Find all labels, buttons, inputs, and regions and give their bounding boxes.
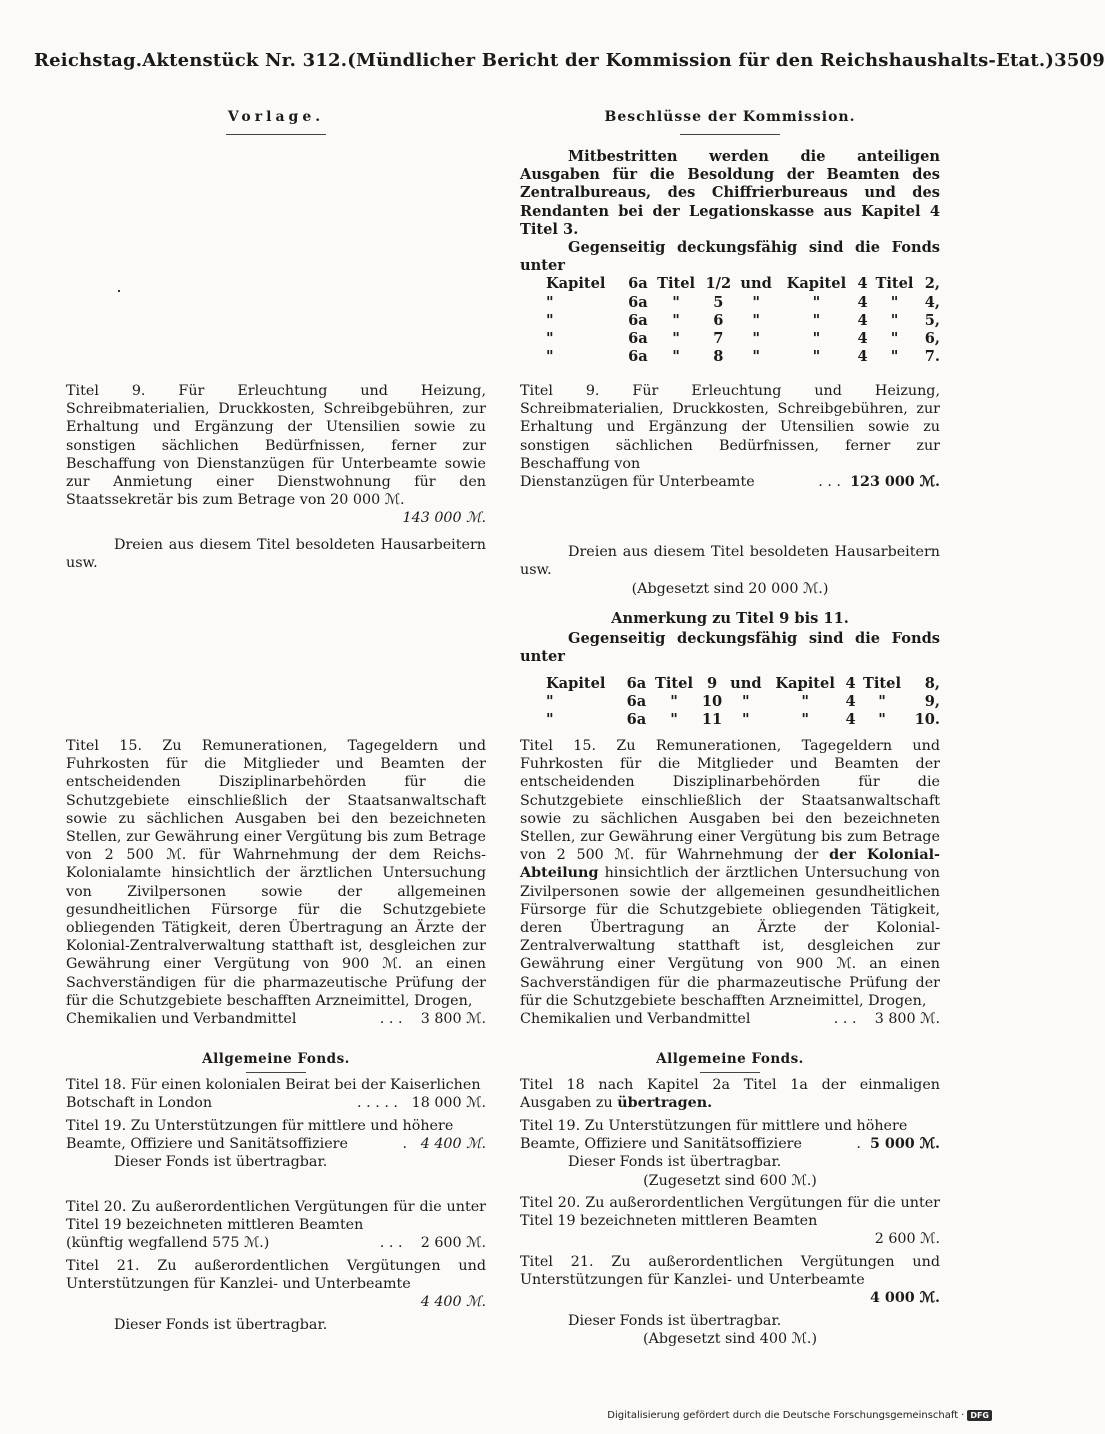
right-titel-21-note: Dieser Fonds ist übertragbar. — [568, 1312, 782, 1329]
right-titel-18-uebertragen: übertragen. — [617, 1095, 713, 1112]
left-titel-9-note: Dreien aus diesem Titel besoldeten Hausarbeitern usw. — [66, 536, 486, 571]
table2-cell: 10. — [914, 711, 940, 729]
left-titel-15-last-line: Chemikalien und Verbandmittel — [66, 1011, 297, 1028]
table1-cell: " — [812, 311, 821, 329]
right-titel-18-text-a: Titel 18 nach Kapitel 2a Titel 1a der einmaligen Ausgaben zu — [520, 1077, 940, 1112]
table1-cell: " — [546, 348, 554, 366]
table1-row — [546, 330, 940, 348]
right-titel-9-abgesetzt: (Abgesetzt sind 20 000 ℳ.) — [631, 580, 829, 597]
table2-row — [546, 675, 940, 693]
table1-cell: Titel — [875, 275, 914, 293]
right-gegenseitig-2: Gegenseitig deckungsfähig sind die Fonds unter — [520, 630, 940, 666]
table1-cell: 6 — [713, 311, 724, 329]
table1-cell: 4, — [924, 293, 940, 311]
table2-cell: 8, — [924, 674, 940, 692]
right-titel-15-dots: . . . — [833, 1011, 857, 1028]
table1-cell: 1/2 — [705, 275, 732, 293]
table2-cell: Titel — [655, 674, 694, 692]
right-titel-19-note: Dieser Fonds ist übertragbar. — [568, 1154, 782, 1171]
right-allgemeine-heading: Allgemeine Fonds. — [656, 1051, 804, 1067]
right-titel-20-text: Titel 20. Zu außerordentlichen Vergütungen für die unter Titel 19 bezeichneten mittleren Beamten — [520, 1195, 940, 1230]
table1-cell: 8 — [713, 348, 724, 366]
deckungsfaehig-table-1 — [546, 275, 940, 366]
right-titel-21-amount: 4 000 ℳ. — [869, 1290, 940, 1307]
table1-row — [546, 348, 940, 366]
table1-cell: und — [740, 275, 772, 293]
table1-cell: 6a — [628, 311, 648, 329]
table1-cell: " — [890, 330, 899, 348]
right-titel-21-abgesetzt: (Abgesetzt sind 400 ℳ.) — [642, 1330, 818, 1347]
left-titel-19-dots: . — [402, 1136, 408, 1153]
left-titel-20-last-row — [66, 1234, 486, 1252]
left-titel-9 — [66, 382, 486, 572]
table1-cell: " — [752, 348, 760, 366]
table1-cell: Kapitel — [786, 275, 847, 293]
right-titel-15 — [520, 737, 940, 1028]
table2-cell: 4 — [845, 692, 856, 710]
dfg-logo: DFG — [967, 1410, 992, 1421]
table1-cell: 6a — [628, 330, 648, 348]
table1-cell: " — [546, 311, 554, 329]
right-titel-19-last-row — [520, 1135, 940, 1153]
left-titel-15-amount: 3 800 ℳ. — [420, 1011, 486, 1028]
right-titel-19-amount: 5 000 ℳ. — [869, 1136, 940, 1153]
right-heading-block — [520, 108, 940, 135]
table2-cell: 11 — [701, 711, 723, 729]
left-titel-20-dots: . . . — [379, 1235, 403, 1252]
right-allgemeine-fonds — [520, 1050, 940, 1079]
right-titel-9-last-line: Dienstanzügen für Unterbeamte — [520, 474, 755, 491]
left-titel-19-last-row — [66, 1135, 486, 1153]
section-rule — [700, 1072, 760, 1073]
right-mitbestritten-text: Mitbestritten werden die anteiligen Ausgaben für die Besoldung der Beamten des Zentralbureaus, des Chiffrierbureaus und des Rendanten bei der Legationskasse aus Kapitel 4 Titel 3. — [520, 148, 940, 238]
table2-cell: " — [742, 692, 750, 710]
left-titel-20-last-line: (künftig wegfallend 575 ℳ.) — [66, 1235, 270, 1252]
table1-cell: " — [812, 348, 821, 366]
table2-cell: " — [670, 711, 678, 729]
table1-cell: 4 — [857, 311, 868, 329]
table1-cell: 7 — [713, 330, 724, 348]
section-rule — [246, 1072, 306, 1073]
table1-cell: 6a — [628, 293, 648, 311]
right-titel-20-amount: 2 600 ℳ. — [874, 1231, 940, 1248]
right-titel-20 — [520, 1194, 940, 1249]
table2-cell: Titel — [863, 674, 901, 692]
left-titel-21 — [66, 1257, 486, 1334]
right-titel-19-text: Titel 19. Zu Unterstützungen für mittlere und höhere — [520, 1118, 908, 1134]
left-allgemeine-fonds — [66, 1050, 486, 1079]
right-titel-21-text: Titel 21. Zu außerordentlichen Vergütungen und Unterstützungen für Kanzlei- und Unterbeamte — [520, 1254, 940, 1289]
left-heading-block — [66, 108, 486, 135]
header-aktenstueck: Aktenstück Nr. 312. — [142, 50, 348, 71]
table1-cell: " — [890, 348, 899, 366]
table1-cell: 4 — [857, 293, 868, 311]
table1-cell: 4 — [857, 330, 868, 348]
table2-cell: 6a — [626, 674, 647, 692]
table2-cell: 4 — [845, 674, 856, 692]
table1-cell: " — [672, 330, 680, 348]
right-titel-15-text-a: Titel 15. Zu Remunerationen, Tagegeldern und Fuhrkosten für die Mitglieder und Beamten der entscheidenden Disziplinarbehörden für die Schutzgebiete einschließlich der Staatsanwaltschaft sowie zu sächlichen Ausgaben bei den bezeichneten Stellen, zur Gewährung einer Vergütung bis zum Betrage von 2 500 ℳ. für Wahrnehmung der — [520, 738, 940, 864]
right-titel-9-last-row — [520, 473, 940, 491]
table1-cell: 4 — [857, 348, 868, 366]
left-titel-18-last-line: Botschaft in London — [66, 1095, 213, 1112]
table1-cell: 2, — [924, 275, 940, 293]
table2-cell: " — [801, 711, 809, 729]
left-titel-15-last-row — [66, 1010, 486, 1028]
table1-cell: " — [890, 311, 899, 329]
left-titel-19 — [66, 1117, 486, 1172]
table2-cell: " — [670, 692, 678, 710]
right-titel-18 — [520, 1076, 940, 1112]
left-titel-15-text: Titel 15. Zu Remunerationen, Tagegeldern und Fuhrkosten für die Mitglieder und Beamten der entscheidenden Disziplinarbehörden für die Schutzgebiete einschließlich der Staatsanwaltschaft sowie zu sächlichen Ausgaben bei den bezeichneten Stellen, zur Gewährung einer Vergütung bis zum Betrage von 2 500 ℳ. für Wahrnehmung der dem Reichs-Kolonialamte hinsichtlich der ärztlichen Untersuchung von Zivilpersonen sowie der allgemeinen gesundheitlichen Fürsorge für die Schutzgebiete obliegenden Tätigkeit, deren Übertragung an Ärzte der Kolonial-Zentralverwaltung statthaft ist, desgleichen zur Gewährung einer Vergütung von 900 ℳ. an einen Sachverständigen für die pharmazeutische Prüfung der für die Schutzgebiete beschafften Arzneimittel, Drogen, — [66, 738, 486, 1009]
left-titel-20-amount: 2 600 ℳ. — [420, 1235, 486, 1252]
table1-cell: " — [672, 293, 680, 311]
left-column-heading: Vorlage. — [227, 109, 325, 125]
table1-cell: 6, — [924, 330, 940, 348]
right-titel-9 — [520, 382, 940, 598]
left-titel-19-text: Titel 19. Zu Unterstützungen für mittlere und höhere — [66, 1118, 454, 1134]
right-titel-15-kolonial-abteilung: der Kolonial-Abteilung — [520, 847, 940, 882]
left-titel-21-text: Titel 21. Zu außerordentlichen Vergütungen und Unterstützungen für Kanzlei- und Unterbeamte — [66, 1258, 486, 1293]
table2-cell: 4 — [845, 711, 856, 729]
table2-row — [546, 711, 940, 729]
table2-cell: Kapitel — [546, 674, 606, 692]
table1-cell: 7. — [924, 348, 940, 366]
right-gegenseitig-1: Gegenseitig deckungsfähig sind die Fonds unter — [520, 239, 940, 275]
left-titel-19-note: Dieser Fonds ist übertragbar. — [114, 1154, 328, 1171]
right-titel-9-note: Dreien aus diesem Titel besoldeten Hausarbeitern usw. — [520, 544, 940, 579]
anmerkung-heading: Anmerkung zu Titel 9 bis 11. — [611, 610, 849, 627]
right-titel-19-last-line: Beamte, Offiziere und Sanitätsoffiziere — [520, 1136, 802, 1153]
table1-cell: 6a — [628, 275, 648, 293]
left-titel-15-dots: . . . — [379, 1011, 403, 1028]
table1-row — [546, 294, 940, 312]
table1-cell: 5 — [713, 293, 724, 311]
table1-cell: " — [546, 293, 554, 311]
left-titel-18-last-row — [66, 1094, 486, 1112]
table1-cell: " — [672, 348, 680, 366]
right-mitbestritten — [520, 148, 940, 366]
heading-rule — [226, 134, 326, 135]
left-titel-20-text: Titel 20. Zu außerordentlichen Vergütungen für die unter Titel 19 bezeichneten mittleren Beamten — [66, 1199, 486, 1234]
page-footer: Digitalisierung gefördert durch die Deutsche Forschungsgemeinschaft · DFG — [607, 1410, 992, 1421]
right-titel-19-zugesetzt: (Zugesetzt sind 600 ℳ.) — [643, 1172, 817, 1189]
left-titel-18-text: Titel 18. Für einen kolonialen Beirat bei der Kaiserlichen — [66, 1077, 481, 1093]
right-titel-15-amount: 3 800 ℳ. — [874, 1011, 940, 1028]
left-titel-21-note: Dieser Fonds ist übertragbar. — [114, 1316, 328, 1333]
table2-cell: Kapitel — [775, 674, 835, 692]
table1-cell: 5, — [924, 311, 940, 329]
table1-cell: " — [812, 330, 821, 348]
header-title: (Mündlicher Bericht der Kommission für den Reichshaushalts-Etat.) — [347, 50, 1055, 71]
table2-cell: 6a — [626, 692, 647, 710]
table2-cell: und — [730, 674, 762, 692]
heading-rule — [680, 134, 780, 135]
right-titel-19-dots: . — [856, 1136, 861, 1153]
right-titel-21 — [520, 1253, 940, 1348]
right-column-heading: Beschlüsse der Kommission. — [604, 109, 856, 125]
left-titel-15 — [66, 737, 486, 1028]
table1-cell: " — [890, 293, 899, 311]
left-titel-9-amount: 143 000 ℳ. — [402, 510, 486, 527]
table1-cell: 6a — [628, 348, 648, 366]
left-titel-19-last-line: Beamte, Offiziere und Sanitätsoffiziere — [66, 1136, 348, 1153]
table1-row — [546, 275, 940, 293]
table2-cell: 10 — [701, 692, 723, 710]
table2-cell: " — [878, 692, 886, 710]
table1-cell: " — [752, 311, 760, 329]
table2-cell: " — [801, 692, 809, 710]
right-titel-15-last-line: Chemikalien und Verbandmittel — [520, 1011, 751, 1028]
table1-cell: " — [752, 330, 760, 348]
right-titel-15-text — [520, 737, 940, 1010]
print-speck — [118, 290, 120, 292]
table1-cell: " — [752, 293, 760, 311]
table2-cell: " — [742, 711, 750, 729]
table1-cell: " — [672, 311, 680, 329]
left-titel-19-amount: 4 400 ℳ. — [420, 1136, 486, 1153]
footer-text: Digitalisierung gefördert durch die Deutsche Forschungsgemeinschaft — [607, 1410, 959, 1421]
right-titel-18-text — [520, 1076, 940, 1112]
table1-cell: 4 — [857, 275, 868, 293]
table2-cell: 9, — [924, 692, 940, 710]
right-titel-9-amount: 123 000 ℳ. — [850, 474, 940, 491]
right-titel-19 — [520, 1117, 940, 1190]
page-number: 3509 — [1054, 50, 1105, 71]
table2-cell: " — [546, 711, 554, 729]
table2-row — [546, 693, 940, 711]
table1-cell: Titel — [657, 275, 696, 293]
header-reichstag: Reichstag. — [34, 50, 143, 71]
right-titel-15-text-b: hinsichtlich der ärztlichen Untersuchung von Zivilpersonen sowie der allgemeinen gesundheitlichen Fürsorge für die Schutzgebiete obliegenden Tätigkeit, deren Übertragung an Ärzte der Kolonial-Zentralverwaltung statthaft ist, desgleichen zur Gewährung einer Vergütung von 900 ℳ. an einen Sachverständigen für die pharmazeutische Prüfung der für die Schutzgebiete beschafften Arzneimittel, Drogen, — [520, 865, 941, 1009]
table1-cell: " — [546, 330, 554, 348]
table1-cell: " — [812, 293, 821, 311]
table2-cell: 6a — [626, 711, 647, 729]
right-titel-9-text: Titel 9. Für Erleuchtung und Heizung, Schreibmaterialien, Druckkosten, Schreibgebühren, zur Erhaltung und Ergänzung der Utensilien sowie zu sonstigen sächlichen Bedürfnissen, ferner zur Beschaffung von — [520, 383, 940, 472]
left-allgemeine-heading: Allgemeine Fonds. — [202, 1051, 350, 1067]
right-titel-15-last-row — [520, 1010, 940, 1028]
left-titel-20 — [66, 1198, 486, 1253]
right-titel-9-dots: . . . — [818, 474, 841, 491]
table1-row — [546, 312, 940, 330]
table2-cell: " — [878, 711, 886, 729]
table2-cell: 9 — [706, 674, 718, 692]
table2-cell: " — [546, 692, 554, 710]
right-anmerkung — [520, 610, 940, 729]
left-titel-18-amount: 18 000 ℳ. — [411, 1095, 486, 1112]
table1-cell: Kapitel — [546, 275, 606, 293]
left-titel-21-amount: 4 400 ℳ. — [420, 1294, 486, 1311]
left-titel-18-dots: . . . . . — [357, 1095, 398, 1112]
deckungsfaehig-table-2 — [546, 675, 940, 730]
page-header — [34, 50, 1105, 71]
left-titel-18 — [66, 1076, 486, 1112]
left-titel-9-text: Titel 9. Für Erleuchtung und Heizung, Schreibmaterialien, Druckkosten, Schreibgebühren, zur Erhaltung und Ergänzung der Utensilien sowie zu sonstigen sächlichen Bedürfnissen, ferner zur Beschaffung von Dienstanzügen für Unterbeamte sowie zur Anmietung einer Dienstwohnung für den Staatssekretär bis zum Betrage von 20 000 ℳ. — [66, 383, 486, 509]
